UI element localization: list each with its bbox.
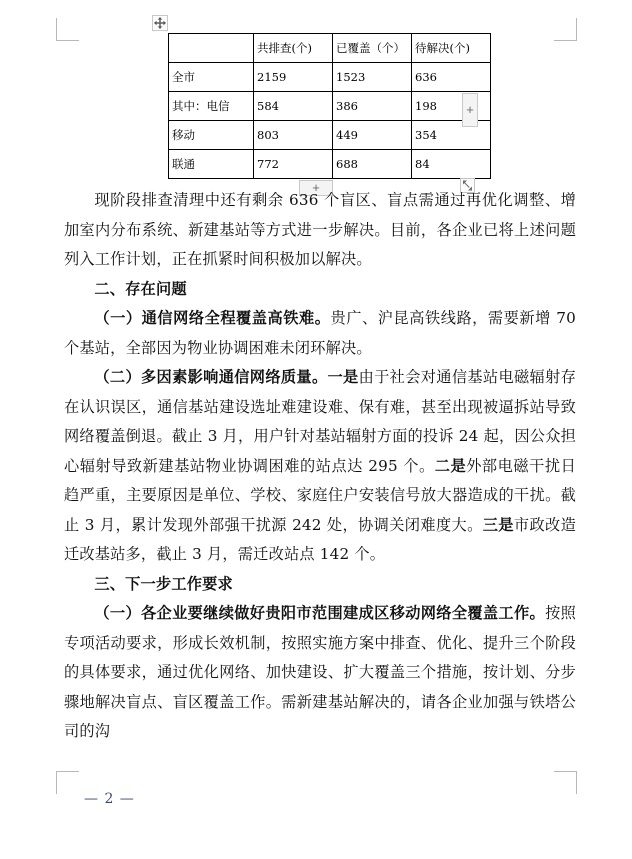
document-body xyxy=(64,186,576,747)
item-two-lead: （二）多因素影响通信网络质量。 xyxy=(94,368,328,386)
table-cell-value[interactable]: 386 xyxy=(333,92,412,121)
insert-row-plus-button[interactable]: + xyxy=(462,93,478,127)
table-cell-value[interactable]: 688 xyxy=(333,150,412,179)
table-cell-row-label[interactable]: 其中：电信 xyxy=(169,92,254,121)
item-two-point-three-body: 市政改造迁改基站多，截止 3 月，需迁改站点 142 个。 xyxy=(64,515,576,563)
table xyxy=(168,33,491,179)
coverage-statistics-table[interactable] xyxy=(168,33,491,179)
table-cell-value[interactable]: 636 xyxy=(412,63,491,92)
item-two-point-three-lead: 三是 xyxy=(482,515,514,534)
paragraph-item-one xyxy=(64,304,576,363)
table-cell-row-label[interactable]: 联通 xyxy=(169,150,254,179)
item-two-point-two-body: 外部电磁干扰日趋严重，主要原因是单位、学校、家庭住户安装信号放大器造成的干扰。截止 3 月，累计发现外部强干扰源 242 处，协调关闭难度大。 xyxy=(64,456,576,534)
table-cell-value[interactable]: 772 xyxy=(254,150,333,179)
table-cell-value[interactable]: 2159 xyxy=(254,63,333,92)
crop-mark-top-left xyxy=(56,18,79,41)
paragraph-item-three xyxy=(64,599,576,747)
table-header-cell-pending[interactable]: 待解决(个) xyxy=(412,34,491,63)
item-two-point-one-body: 由于社会对通信基站电磁辐射存在认识误区，通信基站建设选址难建设难、保有难，甚至出现被逼拆站导致网络覆盖倒退。截止 3 月，用户针对基站辐射方面的投诉 24 起，因公众担心辐射导致新建基站物业协调困难的站点达 295 个。 xyxy=(64,368,577,475)
table-move-handle-icon[interactable] xyxy=(152,15,168,31)
table-cell-value[interactable]: 449 xyxy=(333,121,412,150)
item-two-point-one-lead: 一是 xyxy=(327,368,359,386)
table-header-cell-covered[interactable]: 已覆盖（个） xyxy=(333,34,412,63)
heading-next-step-requirements: 三、下一步工作要求 xyxy=(94,574,233,593)
item-one-lead: （一）通信网络全程覆盖高铁难。 xyxy=(94,309,331,327)
table-body xyxy=(169,34,491,179)
crop-mark-top-right xyxy=(554,18,577,41)
page-number: — 2 — xyxy=(84,791,135,807)
table-row xyxy=(169,63,491,92)
table-cell-value[interactable]: 354 xyxy=(412,121,491,150)
table-cell-row-label[interactable]: 全市 xyxy=(169,63,254,92)
table-row xyxy=(169,92,491,121)
paragraph-item-two xyxy=(64,363,576,570)
crop-mark-bottom-right xyxy=(554,771,577,794)
item-three-lead: （一）各企业要继续做好贵阳市范围建成区移动网络全覆盖工作。 xyxy=(94,604,546,622)
item-one-body: 贵广、沪昆高铁线路，需要新增 70 个基站，全部因为物业协调困难未闭环解决。 xyxy=(64,309,576,357)
table-header-row xyxy=(169,34,491,63)
insert-column-plus-button[interactable]: + xyxy=(299,180,333,196)
paragraph-remaining-blindspots: 现阶段排查清理中还有剩余 636 个盲区、盲点需通过再优化调整、增加室内分布系统、新建基站等方式进一步解决。目前，各企业已将上述问题列入工作计划，正在抓紧时间积极加以解决。 xyxy=(64,191,576,268)
table-row xyxy=(169,150,491,179)
table-row xyxy=(169,121,491,150)
heading-existing-problems: 二、存在问题 xyxy=(94,279,187,298)
table-cell-value[interactable]: 84 xyxy=(412,150,491,179)
table-header-cell-blank[interactable] xyxy=(169,34,254,63)
table-cell-value[interactable]: 198 xyxy=(412,92,491,121)
crop-mark-bottom-left xyxy=(56,771,79,794)
table-cell-value[interactable]: 584 xyxy=(254,92,333,121)
item-two-point-two-lead: 二是 xyxy=(434,456,467,475)
table-cell-value[interactable]: 803 xyxy=(254,121,333,150)
item-three-body: 按照专项活动要求，形成长效机制，按照实施方案中排查、优化、提升三个阶段的具体要求，通过优化网络、加快建设、扩大覆盖三个措施，按计划、分步骤地解决盲点、盲区覆盖工作。需新建基站解决的，请各企业加强与铁塔公司的沟 xyxy=(64,604,576,740)
table-header-cell-total-surveyed[interactable]: 共排查(个) xyxy=(254,34,333,63)
table-cell-row-label[interactable]: 移动 xyxy=(169,121,254,150)
table-cell-value[interactable]: 1523 xyxy=(333,63,412,92)
